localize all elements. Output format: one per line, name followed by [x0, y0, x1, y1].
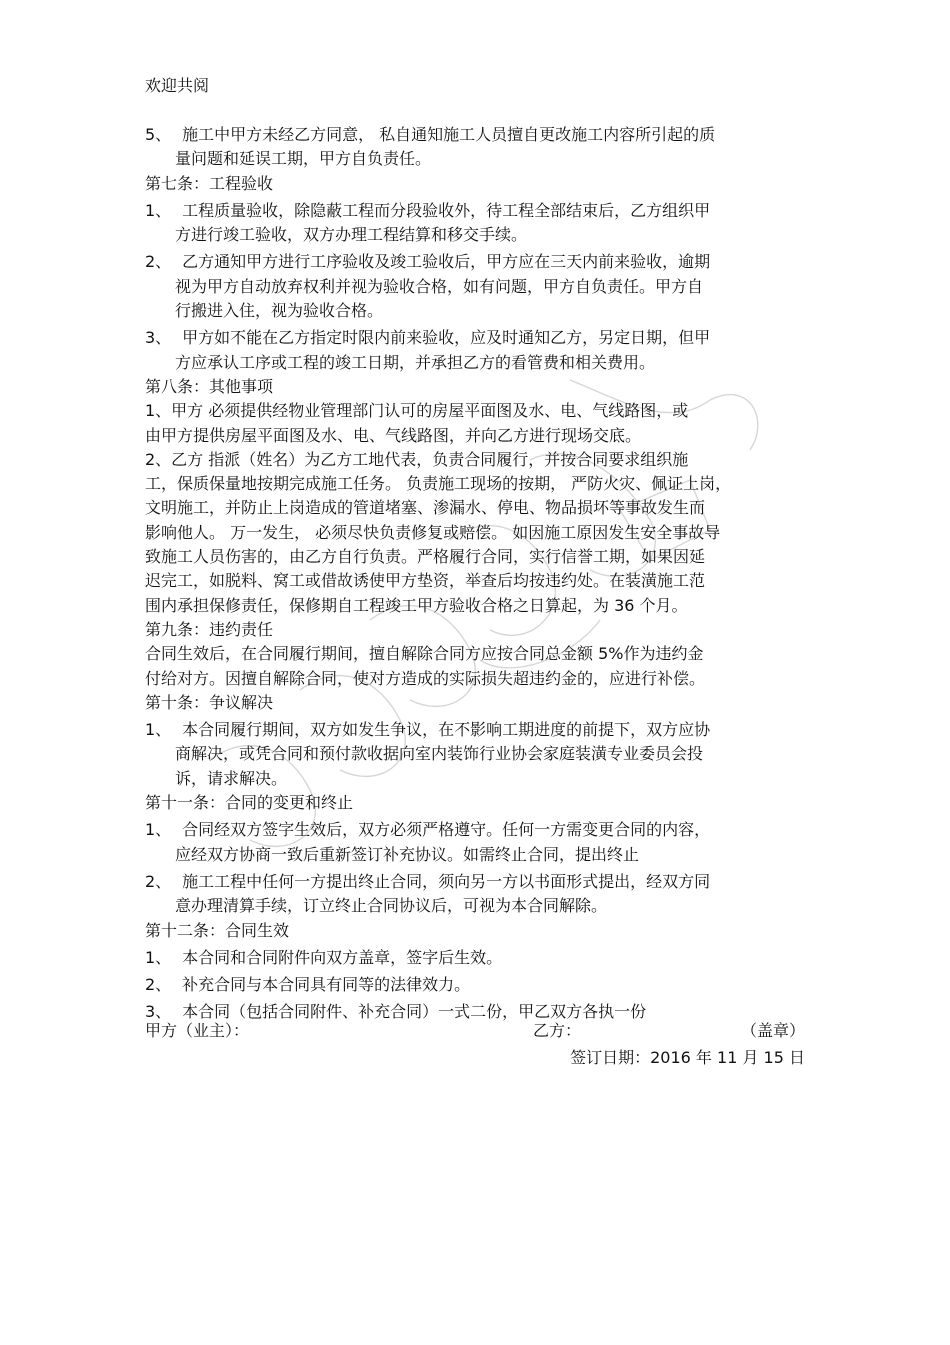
clause-continuation	[145, 742, 805, 766]
section-heading	[145, 375, 805, 399]
paragraph-line	[145, 594, 805, 618]
clause-continuation	[145, 275, 805, 299]
paragraph-text: 由甲方提供房屋平面图及水、电、气线路图，并向乙方进行现场交底。	[145, 425, 642, 445]
signing-date: 签订日期：2016 年 11 月 15 日	[570, 1048, 805, 1067]
section-heading	[145, 919, 805, 943]
numbered-clause	[145, 946, 805, 970]
paragraph-line	[145, 667, 805, 691]
seal-label: （盖章）	[740, 1021, 805, 1040]
clause-number: 5、	[145, 125, 172, 144]
paragraph-line	[145, 448, 805, 472]
paragraph-line	[145, 399, 805, 423]
clause-text: 乙方通知甲方进行工序验收及竣工验收后，甲方应在三天内前来验收，逾期	[177, 252, 711, 272]
paragraph-text: 付给对方。因擅自解除合同，使对方造成的实际损失超违约金的，应进行补偿。	[145, 668, 706, 688]
section-heading	[145, 791, 805, 815]
paragraph-line	[145, 521, 805, 545]
clause-text: 商解决，或凭合同和预付款收据向室内装饰行业协会家庭装潢专业委员会投	[175, 744, 704, 764]
page-header: 欢迎共阅	[145, 76, 210, 95]
clause-text: 应经双方协商一致后重新签订补充协议。如需终止合同，提出终止	[175, 844, 640, 864]
section-heading-text: 第八条：其他事项	[145, 376, 274, 396]
clause-text: 补充合同与本合同具有同等的法律效力。	[177, 975, 471, 995]
clause-number: 2、	[145, 975, 172, 995]
paragraph-line	[145, 642, 805, 666]
section-heading-text: 第十一条：合同的变更和终止	[145, 793, 354, 813]
clause-continuation	[145, 843, 805, 867]
clause-continuation	[145, 351, 805, 375]
paragraph-text: 工，保质保量地按期完成施工任务。 负责施工现场的按期， 严防火灾、佩证上岗，	[145, 474, 732, 494]
section-heading	[145, 691, 805, 715]
section-heading-text: 第十二条：合同生效	[145, 920, 290, 940]
paragraph-line	[145, 424, 805, 448]
clause-continuation	[145, 223, 805, 247]
clause-text: 量问题和延误工期，甲方自负责任。	[175, 149, 432, 169]
clause-number: 1、	[145, 947, 172, 967]
section-heading-text: 第十条：争议解决	[145, 692, 274, 712]
clause-number: 1、	[145, 820, 172, 840]
clause-number: 2、	[145, 871, 172, 891]
clause-text: 诉，请求解决。	[175, 768, 288, 788]
clause-continuation	[145, 147, 805, 171]
section-heading	[145, 172, 805, 196]
numbered-clause	[145, 870, 805, 894]
numbered-clause	[145, 718, 805, 742]
numbered-clause	[145, 326, 805, 350]
clause-text: 工程质量验收，除隐蔽工程而分段验收外，待工程全部结束后，乙方组织甲	[177, 200, 711, 220]
contract-body	[145, 120, 805, 1025]
clause-text: 方进行竣工验收，双方办理工程结算和移交手续。	[175, 225, 528, 245]
paragraph-text: 围内承担保修责任，保修期自工程竣工甲方验收合格之日算起，为 36 个月。	[145, 595, 688, 615]
clause-number: 1、	[145, 720, 172, 740]
clause-text: 施工工程中任何一方提出终止合同，须向另一方以书面形式提出，经双方同	[177, 871, 711, 891]
paragraph-text: 1、甲方 必须提供经物业管理部门认可的房屋平面图及水、电、气线路图，或	[145, 401, 689, 421]
signature-block	[145, 1016, 805, 1072]
numbered-clause	[145, 973, 805, 997]
paragraph-text: 迟完工，如脱料、窝工或借故诱使甲方垫资，举查后均按违约处。在装潢施工范	[145, 571, 706, 591]
numbered-clause	[145, 199, 805, 223]
party-b-label: 乙方：	[533, 1021, 582, 1040]
clause-text: 甲方如不能在乙方指定时限内前来验收，应及时通知乙方，另定日期，但甲	[177, 328, 711, 348]
section-heading	[145, 618, 805, 642]
numbered-clause	[145, 250, 805, 274]
clause-text: 本合同履行期间，双方如发生争议，在不影响工期进度的前提下，双方应协	[177, 720, 711, 740]
clause-number: 2、	[145, 252, 172, 272]
paragraph-text: 致施工人员伤害的，由乙方自行负责。严格履行合同，实行信誉工期，如果因延	[145, 547, 706, 567]
numbered-clause	[145, 818, 805, 842]
numbered-clause	[145, 123, 805, 147]
clause-number: 3、	[145, 1002, 172, 1022]
clause-number: 1、	[145, 200, 172, 220]
paragraph-line	[145, 569, 805, 593]
paragraph-line	[145, 545, 805, 569]
paragraph-line	[145, 472, 805, 496]
section-heading-text: 第九条：违约责任	[145, 619, 274, 639]
paragraph-text: 合同生效后，在合同履行期间，擅自解除合同方应按合同总金额 5%作为违约金	[145, 644, 704, 664]
clause-continuation	[145, 894, 805, 918]
clause-text: 本合同（包括合同附件、补充合同）一式二份，甲乙双方各执一份	[177, 1002, 647, 1022]
paragraph-text: 文明施工，并防止上岗造成的管道堵塞、渗漏水、停电、物品损坏等事故发生而	[145, 498, 706, 518]
clause-number: 3、	[145, 328, 172, 348]
clause-text: 视为甲方自动放弃权利并视为验收合格，如有问题，甲方自负责任。甲方自	[175, 276, 704, 296]
clause-text: 合同经双方签字生效后，双方必须严格遵守。任何一方需变更合同的内容，	[177, 820, 711, 840]
paragraph-text: 影响他人。 万一发生， 必须尽快负责修复或赔偿。 如因施工原因发生安全事故导	[145, 522, 721, 542]
clause-continuation	[145, 299, 805, 323]
clause-text: 施工中甲方未经乙方同意， 私自通知施工人员擅自更改施工内容所引起的质	[177, 125, 716, 144]
clause-text: 方应承认工序或工程的竣工日期，并承担乙方的看管费和相关费用。	[175, 352, 656, 372]
paragraph-text: 2、乙方 指派（姓名）为乙方工地代表，负责合同履行，并按合同要求组织施	[145, 449, 689, 469]
party-a-label: 甲方（业主）：	[145, 1021, 250, 1040]
clause-text: 行搬进入住，视为验收合格。	[175, 301, 384, 321]
section-heading-text: 第七条：工程验收	[145, 173, 274, 193]
clause-text: 本合同和合同附件向双方盖章，签字后生效。	[177, 947, 503, 967]
clause-text: 意办理清算手续，订立终止合同协议后，可视为本合同解除。	[175, 896, 608, 916]
clause-continuation	[145, 767, 805, 791]
paragraph-line	[145, 496, 805, 520]
